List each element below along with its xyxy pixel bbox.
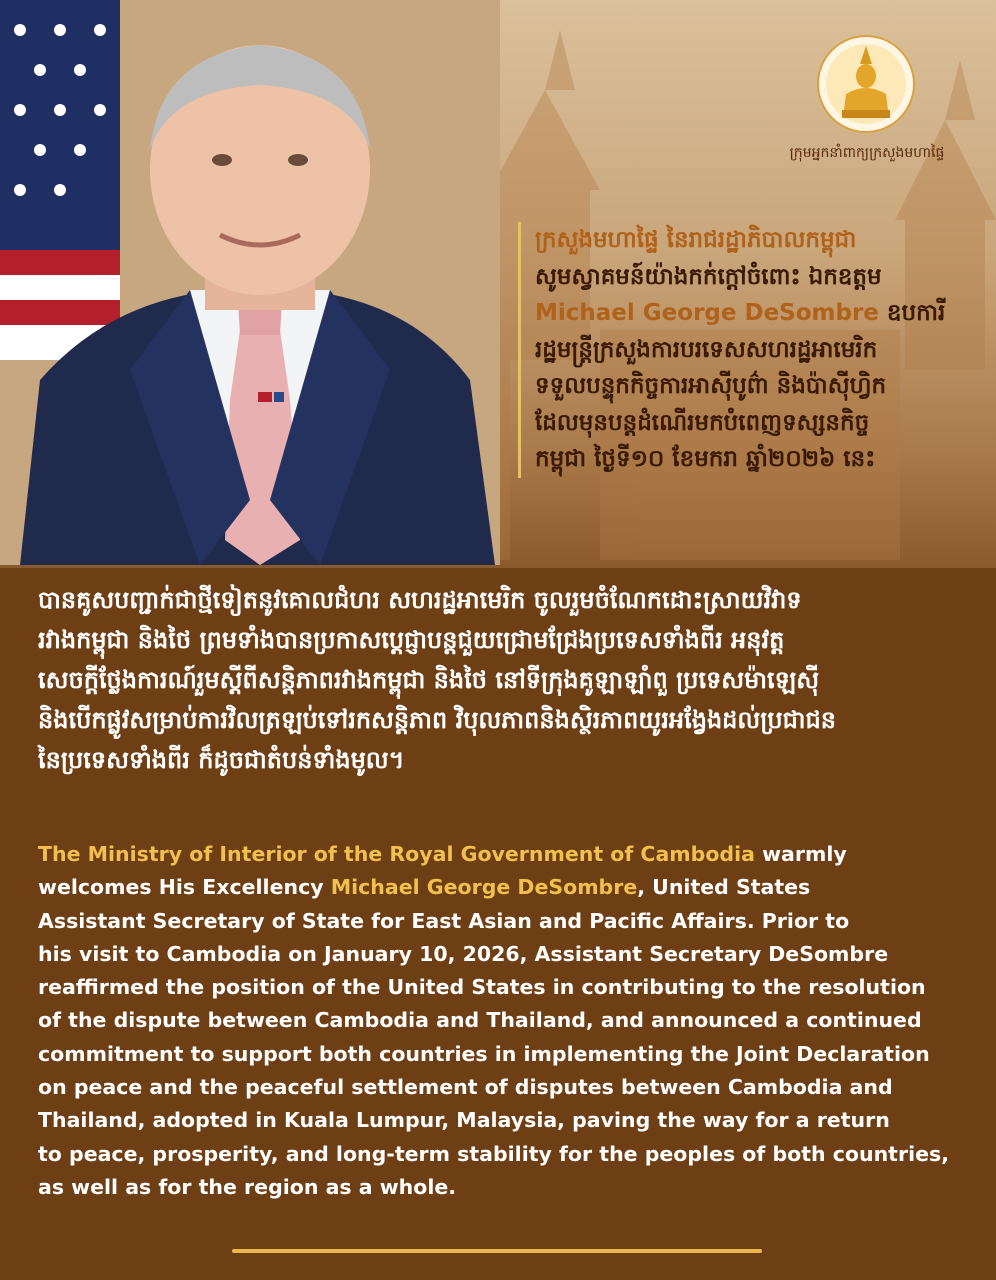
- english-body-line: of the dispute between Cambodia and Thailand, and announced a continued: [38, 1008, 922, 1033]
- english-body-line: his visit to Cambodia on January 10, 2026, Assistant Secretary DeSombre: [38, 941, 889, 966]
- us-flag-icon: [0, 0, 120, 360]
- english-body-line: [38, 871, 968, 904]
- khmer-header-line: ក្រសួងមហាផ្ទៃ នៃរាជរដ្ឋាភិបាលកម្ពុជា: [535, 227, 857, 253]
- english-body-line: commitment to support both countries in implementing the Joint Declaration: [38, 1041, 930, 1066]
- header-panel: [0, 0, 996, 568]
- khmer-header-text: [518, 222, 996, 478]
- portrait-photo: [0, 0, 500, 565]
- english-body-line: Assistant Secretary of State for East Asian and Pacific Affairs. Prior to: [38, 908, 850, 933]
- khmer-header-line: [535, 295, 996, 332]
- english-body-line: to peace, prosperity, and long-term stability for the peoples of both countries,: [38, 1141, 949, 1166]
- english-body-line: Thailand, adopted in Kuala Lumpur, Malaysia, paving the way for a return: [38, 1108, 890, 1133]
- khmer-header-suffix: ឧបការី: [878, 300, 946, 326]
- khmer-header-line: រដ្ឋមន្ត្រីក្រសួងការបរទេសសហរដ្ឋអាមេរិក: [535, 336, 878, 363]
- footer-divider: [232, 1249, 762, 1253]
- english-text-span: , United States: [637, 875, 811, 900]
- english-body-line: [38, 838, 968, 871]
- khmer-body-line: និងបើកផ្លូវសម្រាប់ការវិលត្រឡប់ទៅរកសន្តិភាព វិបុលភាពនិងស្ថិរភាពយូរអង្វែងដល់ប្រជាជន: [38, 706, 836, 734]
- english-text-span: warmly: [754, 842, 847, 866]
- official-name: Michael George DeSombre: [535, 300, 879, 326]
- ministry-emblem-icon: [816, 34, 916, 134]
- khmer-body-line: សេចក្ដីថ្លែងការណ៍រួមស្ដីពីសន្តិភាពរវាងកម្ពុជា និងថៃ នៅទីក្រុងគូឡាឡាំពួ ប្រទេសម៉ាឡេស៊ី: [38, 666, 820, 694]
- khmer-header-line: ដែលមុនបន្ដដំណើរមកបំពេញទស្សនកិច្ច: [535, 409, 870, 436]
- khmer-body-line: នៃប្រទេសទាំងពីរ ក៏ដូចជាតំបន់ទាំងមូល។: [38, 746, 405, 774]
- english-body-line: on peace and the peaceful settlement of disputes between Cambodia and: [38, 1075, 893, 1100]
- khmer-header-line: សូមស្វាគមន៍យ៉ាងកក់ក្ដៅចំពោះ ឯកឧត្តម: [535, 263, 882, 290]
- official-name-en: Michael George DeSombre: [330, 875, 638, 900]
- ministry-name: The Ministry of Interior of the Royal Government of Cambodia: [38, 842, 755, 866]
- english-body-text: [38, 838, 968, 1204]
- khmer-body-line: បានគូសបញ្ជាក់ជាថ្មីទៀតនូវគោលជំហរ សហរដ្ឋអាមេរិក ចូលរួមចំណែកដោះស្រាយវិវាទ: [38, 586, 802, 614]
- khmer-header-line: កម្ពុជា ថ្ងៃទី១០ ខែមករា ឆ្នាំ២០២៦ នេះ: [535, 446, 876, 472]
- english-body-line: as well as for the region as a whole.: [38, 1174, 457, 1199]
- khmer-body-line: រវាងកម្ពុជា និងថៃ ព្រមទាំងបានប្រកាសប្ដេជ្ញាបន្ដជួយជ្រោមជ្រែងប្រទេសទាំងពីរ អនុវត្ត: [38, 626, 785, 654]
- khmer-body-text: [38, 580, 964, 780]
- logo-caption: ក្រុមអ្នកនាំពាក្យក្រសួងមហាផ្ទៃ: [789, 145, 945, 161]
- english-text-span: welcomes His Excellency: [38, 875, 331, 900]
- english-body-line: reaffirmed the position of the United States in contributing to the resolution: [38, 975, 926, 1000]
- khmer-header-line: ទទួលបន្ទុកកិច្ចការអាស៊ីបូព៌ា និងប៉ាស៊ីហ្វិក: [535, 373, 887, 399]
